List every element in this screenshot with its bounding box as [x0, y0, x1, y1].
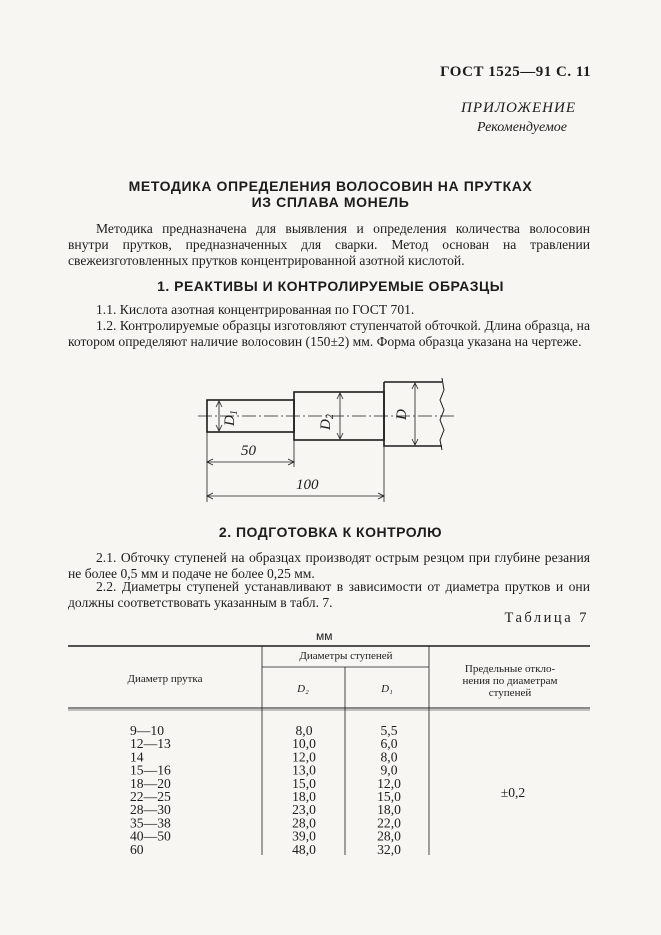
table-cell: 12,0	[292, 749, 316, 765]
table-cell: 5,5	[380, 723, 398, 738]
table-cell: 12,0	[377, 775, 401, 791]
document-title-line-2: ИЗ СПЛАВА МОНЕЛЬ	[251, 194, 410, 210]
table-cell: 8,0	[295, 723, 313, 738]
header-d1: D₁	[381, 683, 393, 695]
table-cell: 15,0	[292, 775, 316, 791]
table-label: Таблица 7	[504, 610, 589, 626]
table-cell: 12—13	[130, 736, 171, 752]
table-cell: 22,0	[377, 815, 401, 831]
table-cell: 18,0	[292, 789, 316, 804]
header-step-diameters: Диаметры ступеней	[299, 650, 393, 662]
table-cell: 23,0	[292, 802, 316, 818]
step-d-outline	[384, 382, 442, 446]
document-reference: ГОСТ 1525—91 С. 11	[440, 64, 591, 80]
table-cell: 10,0	[292, 736, 316, 752]
table-cell: 15,0	[377, 789, 401, 804]
header-tolerance-3: ступеней	[488, 687, 532, 699]
header-bar-diameter: Диаметр прутка	[127, 673, 203, 685]
tolerance-value: ±0,2	[500, 785, 526, 800]
table-cell: 9,0	[380, 762, 398, 778]
header-d2: D₂	[297, 683, 309, 695]
intro-paragraph: Методика предназначена для выявления и определения количества волосовин внутри прутков, предназначенных для сварки. Метод основан на травлении свежеизготовленных прутков концентрированной азотной кислотой.	[68, 221, 590, 268]
section-2-heading: 2. ПОДГОТОВКА К КОНТРОЛЮ	[218, 524, 443, 540]
table-cell: 39,0	[292, 828, 316, 844]
table-cell: 40—50	[130, 828, 171, 844]
label-dim-50: 50	[241, 443, 256, 459]
table-7	[0, 640, 661, 870]
table-cell: 28—30	[130, 802, 171, 818]
table-cell: 22—25	[130, 789, 171, 804]
table-cell: 35—38	[130, 815, 171, 831]
table-cell: 48,0	[292, 841, 316, 857]
section-2-paragraph-2: 2.2. Диаметры ступеней устанавливают в зависимости от диаметра прутков и они должны соответствовать указанным в табл. 7.	[68, 579, 590, 610]
table-cell: 13,0	[292, 762, 316, 778]
section-1-paragraph-1: 1.1. Кислота азотная концентрированная по ГОСТ 701.	[96, 302, 415, 317]
header-tolerance-1: Предельные откло-	[464, 663, 556, 675]
table-cell: 18,0	[377, 802, 401, 818]
section-2-paragraph-1: 2.1. Обточку ступеней на образцах производят острым резцом при глубине резания не более 0,5 мм и подаче не более 0,25 мм.	[68, 550, 590, 581]
table-cell: 18—20	[130, 775, 171, 791]
document-title-line-1: МЕТОДИКА ОПРЕДЕЛЕНИЯ ВОЛОСОВИН НА ПРУТКАХ	[128, 178, 533, 194]
table-cell: 6,0	[380, 736, 398, 752]
table-cell: 15—16	[130, 762, 171, 778]
label-d1: $D_1$	[222, 410, 240, 426]
table-cell: 8,0	[380, 749, 398, 765]
table-cell: 60	[130, 841, 144, 857]
appendix-subtitle: Рекомендуемое	[477, 120, 567, 135]
section-1-heading: 1. РЕАКТИВЫ И КОНТРОЛИРУЕМЫЕ ОБРАЗЦЫ	[157, 278, 504, 294]
label-dim-100: 100	[296, 477, 319, 493]
table-cell: 9—10	[130, 723, 164, 738]
header-tolerance-2: нения по диаметрам	[462, 675, 558, 687]
table-cell: 32,0	[377, 841, 401, 857]
appendix-title: ПРИЛОЖЕНИЕ	[461, 100, 576, 116]
specimen-drawing	[0, 370, 661, 530]
table-cell: 14	[130, 749, 144, 765]
table-cell: 28,0	[377, 828, 401, 844]
table-unit: мм	[316, 629, 333, 643]
section-1-paragraph-2: 1.2. Контролируемые образцы изготовляют ступенчатой обточкой. Длина образца, на котором определяют наличие волосовин (150±2) мм. Форма образца указана на чертеже.	[68, 318, 590, 349]
break-line	[440, 378, 444, 450]
label-d: D	[394, 409, 410, 420]
label-d2: $D_2$	[318, 414, 336, 430]
table-cell: 28,0	[292, 815, 316, 831]
